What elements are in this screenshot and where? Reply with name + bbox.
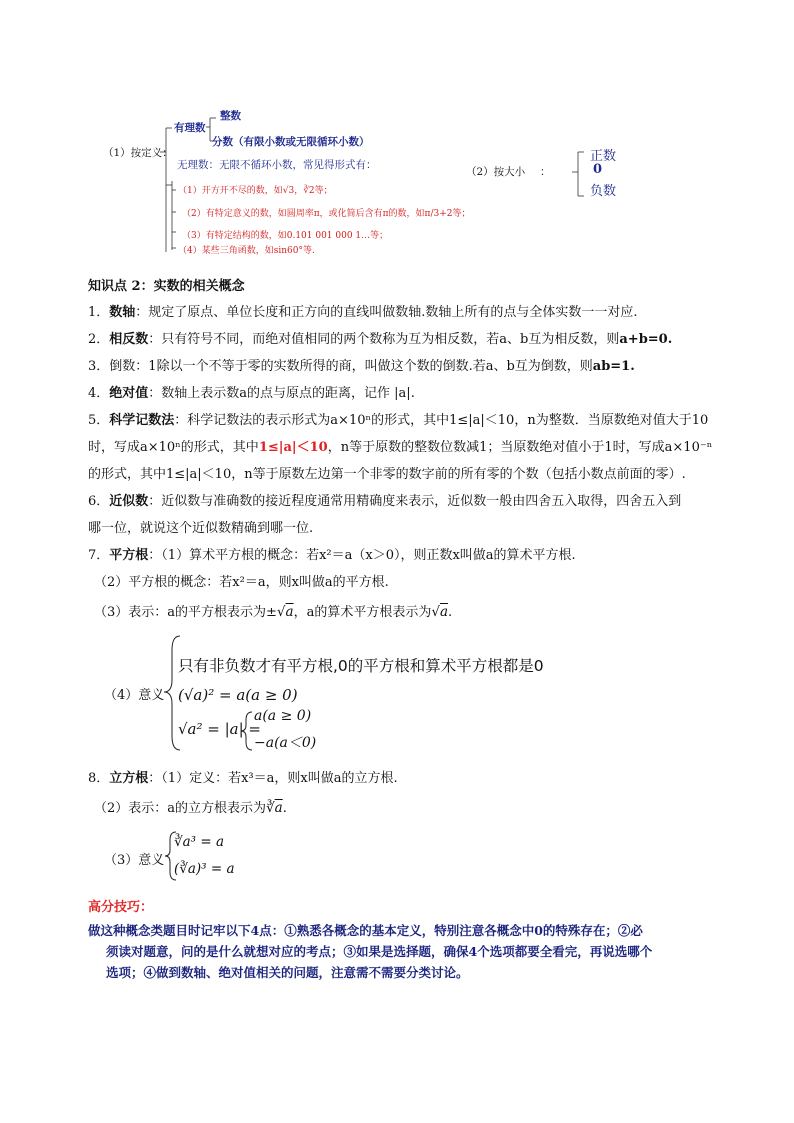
item-scientific-notation-line3: 的形式，其中1≤|a|＜10，n等于原数左边第一个非零的数字前的所有零的个数（包括小数点前面的零）. <box>88 467 686 482</box>
item-scientific-notation-line1: 5．科学记数法：科学记数法的表示形式为a×10ⁿ的形式，其中1≤|a|＜10，n为整数．当原数绝对值大于10 <box>88 413 709 428</box>
item-cube-root-line1: 8．立方根：（1）定义：若x³＝a，则x叫做a的立方根. <box>88 771 398 786</box>
by-size-colon: ： <box>540 166 551 178</box>
fraction-label: 分数（有限小数或无限循环小数） <box>212 136 370 148</box>
section-title: 知识点 2：实数的相关概念 <box>88 279 245 294</box>
item-number-line: 1．数轴：规定了原点、单位长度和正方向的直线叫做数轴.数轴上所有的点与全体实数一一对应. <box>88 305 638 320</box>
integer-label: 整数 <box>220 110 241 122</box>
square-root-meaning-3-left: √a² = |a| = <box>178 720 262 738</box>
classify-by-definition-label: （1）按定义： <box>103 147 173 159</box>
zero-label: 0 <box>593 162 603 177</box>
rational-label: 有理数 <box>174 122 206 134</box>
tips-line-2: 须读对题意，问的是什么就想对应的考点；③如果是选择题，确保4个选项都要全看完，再说选哪个 <box>106 944 653 959</box>
cube-root-meaning-2: (∛a)³ = a <box>174 861 235 877</box>
item-approximate-line1: 6．近似数：近似数与准确数的接近程度通常用精确度来表示，近似数一般由四舍五入取得，四舍五入到 <box>88 494 682 509</box>
square-root-meaning-case2: −a(a＜0) <box>254 735 317 751</box>
item-square-root-line3: （3）表示：a的平方根表示为±√a，a的算术平方根表示为√a. <box>94 604 453 620</box>
square-root-meaning-label: （4）意义 <box>104 688 165 703</box>
tips-title: 高分技巧： <box>88 900 154 915</box>
irrational-form-3: （3）有特定结构的数，如0.101 001 000 1…等； <box>182 231 389 241</box>
irrational-form-4: （4）某些三角函数，如sin60°等. <box>178 246 315 256</box>
cube-root-meaning-label: （3）意义 <box>104 853 165 868</box>
item-reciprocal: 3．倒数：1除以一个不等于零的实数所得的商，叫做这个数的倒数.若a、b互为倒数，则ab=1. <box>88 359 635 374</box>
cube-root-meaning-1: ∛a³ = a <box>174 834 225 850</box>
item-square-root-line2: （2）平方根的概念：若x²＝a，则x叫做a的平方根. <box>94 575 389 590</box>
irrational-form-2: （2）有特定意义的数，如圆周率π，或化简后含有π的数，如π/3+2等； <box>182 209 471 219</box>
irrational-form-1: （1）开方开不尽的数，如√3，∛2等； <box>178 186 333 196</box>
positive-label: 正数 <box>590 149 617 164</box>
item-cube-root-line2: （2）表示：a的立方根表示为$∛\overline{a}$. <box>94 800 287 816</box>
square-root-meaning-1: 只有非负数才有平方根,0的平方根和算术平方根都是0 <box>178 657 544 675</box>
item-square-root-line1: 7．平方根：（1）算术平方根的概念：若x²＝a（x＞0），则正数x叫做a的算术平方根. <box>88 548 576 563</box>
square-root-meaning-case1: a(a ≥ 0) <box>254 708 312 724</box>
item-absolute-value: 4．绝对值：数轴上表示数a的点与原点的距离，记作 |a|. <box>88 386 415 401</box>
item-scientific-notation-line2: 时，写成a×10ⁿ的形式，其中1≤|a|＜10，n等于原数的整数位数减1；当原数绝对值小于1时，写成a×10⁻ⁿ <box>88 440 713 455</box>
tips-line-1: 做这种概念类题目时记牢以下4点：①熟悉各概念的基本定义，特别注意各概念中0的特殊存在；②必 <box>88 923 643 938</box>
item-approximate-line2: 哪一位，就说这个近似数精确到哪一位. <box>88 521 314 536</box>
irrational-definition: 无理数：无限不循环小数，常见得形式有： <box>177 159 377 171</box>
classify-by-size-label: （2）按大小 <box>466 166 526 178</box>
item-opposite-number: 2．相反数：只有符号不同，而绝对值相同的两个数称为互为相反数，若a、b互为相反数，则a+b=0. <box>88 332 673 347</box>
tips-line-3: 选项；④做到数轴、绝对值相关的问题，注意需不需要分类讨论。 <box>106 965 469 980</box>
square-root-meaning-2: (√a)² = a(a ≥ 0) <box>178 686 298 704</box>
negative-label: 负数 <box>590 184 617 199</box>
